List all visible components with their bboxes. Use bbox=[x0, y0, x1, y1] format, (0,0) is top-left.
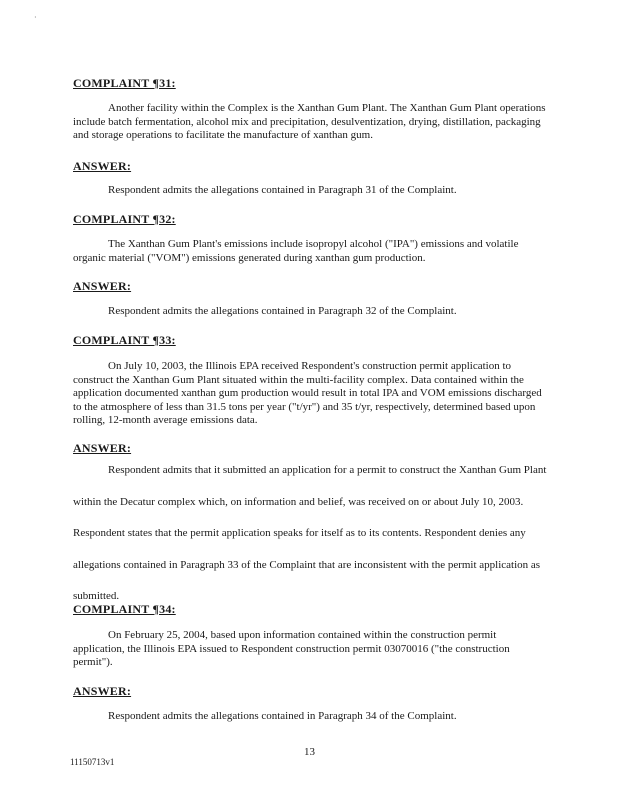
answer-33-heading: ANSWER: bbox=[73, 441, 132, 455]
complaint-32-heading: COMPLAINT ¶32: bbox=[73, 212, 176, 226]
complaint-32-text: The Xanthan Gum Plant's emissions include isopropyl alcohol ("IPA") emissions and volatile organic material ("VOM") emissions generated during xanthan gum production. bbox=[73, 238, 519, 264]
answer-34-text: Respondent admits the allegations contained in Paragraph 34 of the Complaint. bbox=[108, 710, 457, 722]
complaint-31-text: Another facility within the Complex is the Xanthan Gum Plant. The Xanthan Gum Plant operations include batch fermentation, alcohol mix and precipitation, desulventization, drying, distillation, packaging and storage operations to facilitate the manufacture of xanthan gum. bbox=[73, 102, 546, 141]
answer-32-text: Respondent admits the allegations contained in Paragraph 32 of the Complaint. bbox=[108, 305, 457, 317]
answer-31-heading: ANSWER: bbox=[73, 159, 132, 173]
document-id: 11150713v1 bbox=[70, 757, 115, 767]
complaint-34-heading: COMPLAINT ¶34: bbox=[73, 602, 176, 616]
scan-mark: · bbox=[34, 13, 37, 22]
complaint-33-text: On July 10, 2003, the Illinois EPA received Respondent's construction permit application to construct the Xanthan Gum Plant situated within the multi-facility complex. Data contained within the application documented xanthan gum production would result in total IPA and VOM emissions discharged to the atmosphere of less than 31.5 tons per year ("t/yr") and 35 t/yr, respectively, determined based upon rolling, 12-month average emissions data. bbox=[73, 360, 542, 426]
page-number: 13 bbox=[304, 746, 315, 758]
complaint-34-text: On February 25, 2004, based upon information contained within the construction permit application, the Illinois EPA issued to Respondent construction permit 03070016 ("the construction permit"). bbox=[73, 629, 510, 668]
answer-32-heading: ANSWER: bbox=[73, 279, 132, 293]
complaint-33-heading: COMPLAINT ¶33: bbox=[73, 333, 176, 347]
answer-33-text: Respondent admits that it submitted an application for a permit to construct the Xanthan Gum Plant within the Decatur complex which, on information and belief, was received on or about July 10, 2003. Respondent states that the permit application speaks for itself as to its contents. Respondent denies any allegations contained in Paragraph 33 of the Complaint that are inconsistent with the permit application as submitted. bbox=[73, 464, 547, 602]
answer-31-text: Respondent admits the allegations contained in Paragraph 31 of the Complaint. bbox=[108, 184, 457, 196]
complaint-31-heading: COMPLAINT ¶31: bbox=[73, 76, 176, 90]
answer-34-heading: ANSWER: bbox=[73, 684, 132, 698]
